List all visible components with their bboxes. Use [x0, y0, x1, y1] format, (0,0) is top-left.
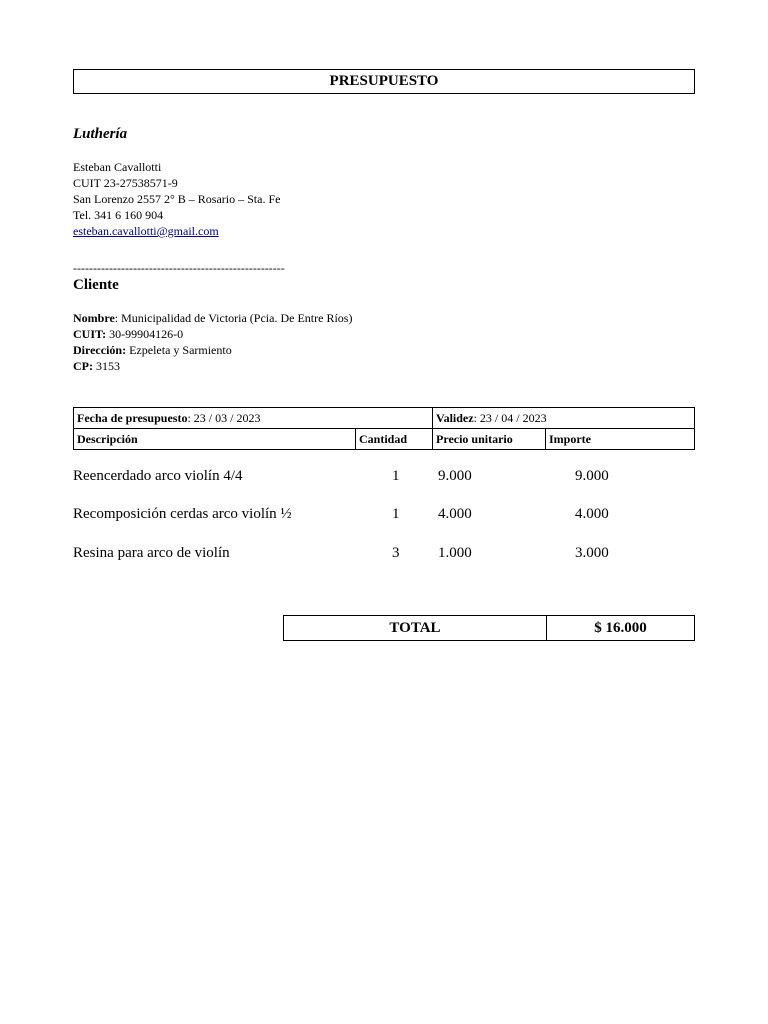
client-cuit-line	[73, 326, 183, 342]
client-address-label: Dirección:	[73, 343, 127, 357]
seller-address: San Lorenzo 2557 2° B – Rosario – Sta. Fe	[73, 192, 281, 206]
client-address-line	[73, 342, 232, 358]
seller-name: Esteban Cavallotti	[73, 160, 162, 174]
budget-date-cell	[74, 408, 433, 429]
item-amount: 9.000	[575, 468, 609, 484]
item-amount: 4.000	[575, 506, 609, 522]
total-table	[283, 615, 695, 641]
seller-heading: Luthería	[73, 126, 128, 142]
item-amount: 3.000	[575, 545, 609, 561]
total-value: $ 16.000	[547, 616, 695, 641]
list-item	[73, 545, 695, 565]
item-unit-price: 4.000	[438, 506, 472, 522]
total-label: TOTAL	[284, 616, 547, 641]
client-name-value: : Municipalidad de Victoria (Pcia. De Entre Ríos)	[114, 311, 353, 325]
item-quantity: 1	[392, 506, 400, 522]
seller-cuit: CUIT 23-27538571-9	[73, 176, 178, 190]
budget-date-label: Fecha de presupuesto	[77, 410, 188, 425]
list-item	[73, 468, 695, 488]
client-cuit-value: 30-99904126-0	[106, 327, 184, 341]
budget-validity-label: Validez	[436, 410, 474, 425]
seller-phone: Tel. 341 6 160 904	[73, 208, 164, 222]
item-description: Recomposición cerdas arco violín ½	[73, 506, 292, 522]
client-address-value: Ezpeleta y Sarmiento	[126, 343, 232, 357]
client-cp-value: 3153	[93, 359, 120, 373]
item-unit-price: 1.000	[438, 545, 472, 561]
column-header-amount: Importe	[546, 429, 695, 450]
client-heading: Cliente	[73, 277, 119, 293]
section-divider: -----------------------------------------------------	[73, 261, 285, 275]
item-description: Reencerdado arco violín 4/4	[73, 468, 243, 484]
column-header-description: Descripción	[74, 429, 356, 450]
item-description: Resina para arco de violín	[73, 545, 230, 561]
list-item	[73, 506, 695, 526]
seller-email-link[interactable]: esteban.cavallotti@gmail.com	[73, 224, 219, 238]
item-quantity: 1	[392, 468, 400, 484]
item-unit-price: 9.000	[438, 468, 472, 484]
column-header-quantity: Cantidad	[356, 429, 433, 450]
client-name-line	[73, 310, 352, 326]
budget-validity-cell	[433, 408, 695, 429]
seller-email-line	[73, 223, 219, 239]
budget-header-table	[73, 407, 695, 450]
client-cuit-label: CUIT:	[73, 327, 107, 341]
column-header-unit-price: Precio unitario	[433, 429, 546, 450]
client-cp-line	[73, 358, 120, 374]
document-title: PRESUPUESTO	[73, 69, 695, 94]
client-name-label: Nombre	[73, 311, 115, 325]
client-cp-label: CP:	[73, 359, 93, 373]
item-quantity: 3	[392, 545, 400, 561]
budget-validity-value: : 23 / 04 / 2023	[473, 410, 547, 425]
budget-date-value: : 23 / 03 / 2023	[187, 410, 261, 425]
